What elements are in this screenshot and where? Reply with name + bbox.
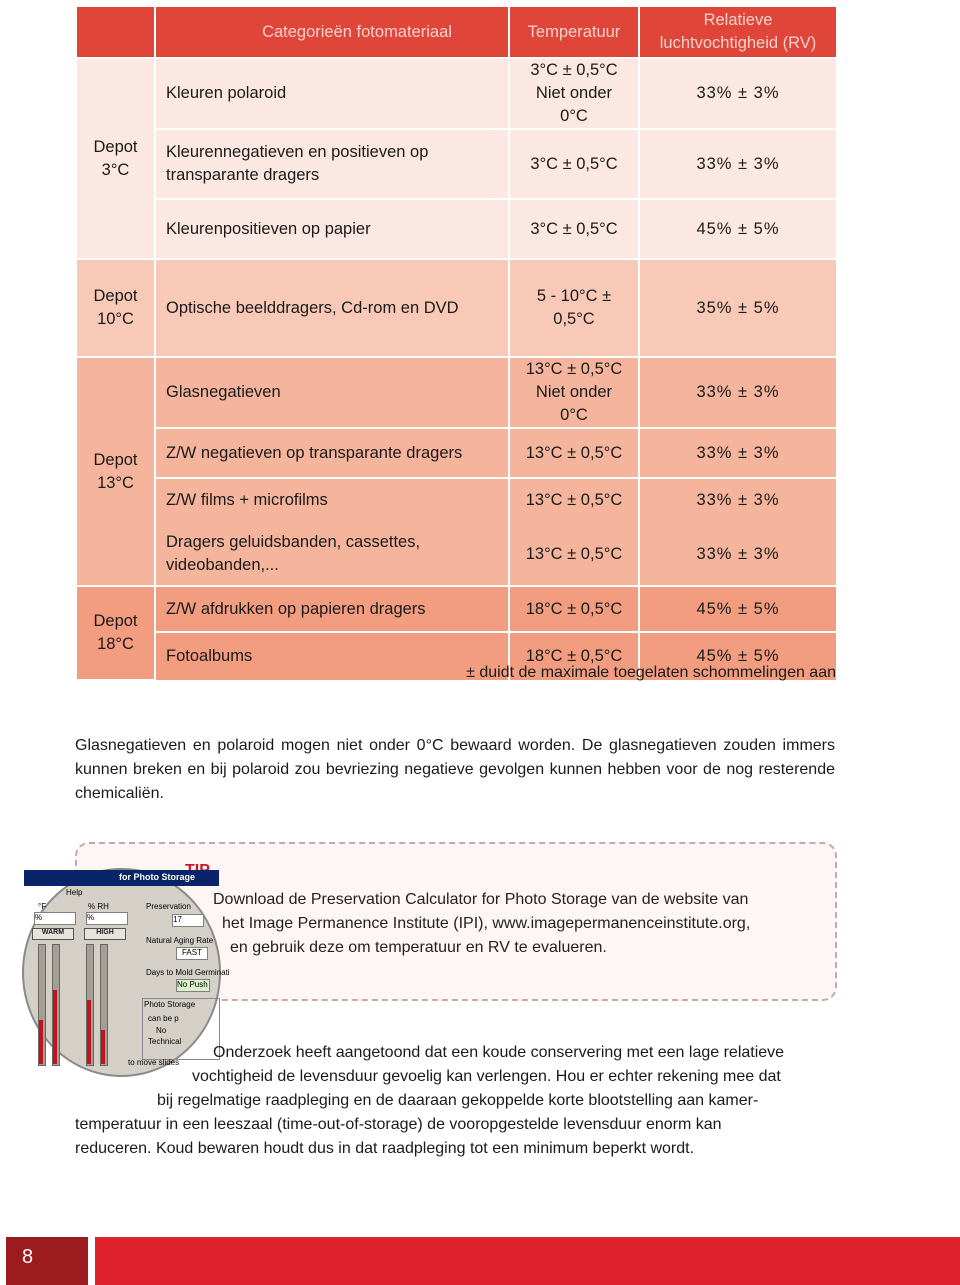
category-cell: Z/W negatieven op transparante dragers (155, 428, 509, 478)
screenshot-preservation-label: Preservation (146, 902, 191, 911)
paragraph-line: Onderzoek heeft aangetoond dat een koude conservering met een lage relatieve (213, 1044, 785, 1061)
temperature-cell: 5 - 10°C ± 0,5°C (509, 259, 639, 357)
header-humidity: Relatieve luchtvochtigheid (RV) (639, 6, 837, 58)
category-cell: Z/W films + microfilms (155, 478, 509, 522)
humidity-cell: 45% ± 5% (639, 199, 837, 259)
header-temperature: Temperatuur (509, 6, 639, 58)
tip-line: en gebruik deze om temperatuur en RV te evalueren. (230, 939, 607, 956)
temperature-cell: 3°C ± 0,5°C Niet onder 0°C (509, 58, 639, 129)
paragraph-line: vochtigheid de levensduur gevoelig kan verlengen. Hou er echter rekening mee dat (192, 1068, 781, 1085)
screenshot-pi-box: 17 (172, 914, 204, 927)
category-cell: Kleurenpositieven op papier (155, 199, 509, 259)
temperature-cell: 18°C ± 0,5°C (509, 632, 639, 680)
header-categories: Categorieën fotomateriaal (155, 6, 509, 58)
screenshot-fast-box: FAST (176, 947, 208, 960)
paragraph-glass-negatives: Glasnegatieven en polaroid mogen niet onder 0°C bewaard worden. De glasnegatieven zouden immers kunnen breken en bij polaroid zou bevriezing negatieve gevolgen kunnen hebben voor de nog resterende chemicaliën. (75, 737, 835, 802)
screenshot-hint-label: to move slides (128, 1058, 180, 1067)
humidity-cell: 33% ± 3% (639, 58, 837, 129)
screenshot-no-push-box: No Push (176, 979, 210, 992)
screenshot-titlebar (24, 870, 219, 886)
paragraph-cold-storage (75, 1041, 835, 1161)
depot-cell: Depot 3°C (76, 58, 155, 259)
screenshot-technical-label: Technical (148, 1037, 182, 1046)
category-cell: Z/W afdrukken op papieren dragers (155, 586, 509, 632)
screenshot-slider-fill (39, 1020, 43, 1064)
category-cell: Kleurennegatieven en positieven op transparante dragers (155, 129, 509, 199)
temperature-cell: 3°C ± 0,5°C (509, 129, 639, 199)
humidity-cell: 33% ± 3% (639, 129, 837, 199)
temperature-cell: 13°C ± 0,5°C Niet onder 0°C (509, 357, 639, 428)
screenshot-no-label: No (156, 1026, 167, 1035)
category-cell: Optische beelddragers, Cd-rom en DVD (155, 259, 509, 357)
paragraph-line: temperatuur in een leeszaal (time-out-of-storage) de vooropgestelde levensduur enorm kan (75, 1116, 722, 1133)
screenshot-photo-storage-label: Photo Storage (144, 1000, 196, 1009)
temperature-cell: 13°C ± 0,5°C (509, 428, 639, 478)
category-cell: Dragers geluidsbanden, cassettes, videobanden,... (155, 522, 509, 586)
screenshot-col1-label: °F (38, 902, 47, 911)
category-cell: Fotoalbums (155, 632, 509, 680)
depot-cell: Depot 18°C (76, 586, 155, 680)
screenshot-can-be-label: can be p (148, 1014, 179, 1023)
humidity-cell: 33% ± 3% (639, 478, 837, 522)
screenshot-high-button: HIGH (84, 928, 126, 940)
temperature-cell: 13°C ± 0,5°C (509, 522, 639, 586)
table-footnote: ± duidt de maximale toegelaten schommelingen aan (466, 664, 836, 681)
tip-line: Download de Preservation Calculator for Photo Storage van de website van (213, 891, 749, 908)
temperature-cell: 18°C ± 0,5°C (509, 586, 639, 632)
screenshot-slider-fill (53, 990, 57, 1064)
paragraph-line: reduceren. Koud bewaren houdt dus in dat raadpleging tot een minimum beperkt wordt. (75, 1140, 695, 1157)
page-number: 8 (21, 1246, 34, 1268)
storage-conditions-table (75, 5, 838, 681)
depot-cell: Depot 10°C (76, 259, 155, 357)
temperature-cell: 3°C ± 0,5°C (509, 199, 639, 259)
humidity-cell: 33% ± 3% (639, 522, 837, 586)
screenshot-rh-box: % (86, 912, 128, 925)
screenshot-aging-label: Natural Aging Rate (146, 936, 214, 945)
humidity-cell: 35% ± 5% (639, 259, 837, 357)
footer-bar (95, 1237, 960, 1285)
tip-line: het Image Permanence Institute (IPI), www.imagepermanenceinstitute.org, (222, 915, 751, 932)
screenshot-mold-label: Days to Mold Germinati (146, 968, 230, 977)
paragraph-line: bij regelmatige raadpleging en de daaraan gekoppelde korte blootstelling aan kamer- (157, 1092, 759, 1109)
category-cell: Kleuren polaroid (155, 58, 509, 129)
humidity-cell: 33% ± 3% (639, 357, 837, 428)
screenshot-rh-label: % RH (88, 902, 109, 911)
screenshot-title: for Photo Storage (119, 872, 195, 882)
depot-cell: Depot 13°C (76, 357, 155, 586)
humidity-cell: 45% ± 5% (639, 632, 837, 680)
header-depot (76, 6, 155, 58)
category-cell: Glasnegatieven (155, 357, 509, 428)
humidity-cell: 33% ± 3% (639, 428, 837, 478)
screenshot-menu: Help (66, 888, 83, 897)
humidity-cell: 45% ± 5% (639, 586, 837, 632)
temperature-cell: 13°C ± 0,5°C (509, 478, 639, 522)
screenshot-warm-button: WARM (32, 928, 74, 940)
screenshot-temp-box: % (34, 912, 76, 925)
